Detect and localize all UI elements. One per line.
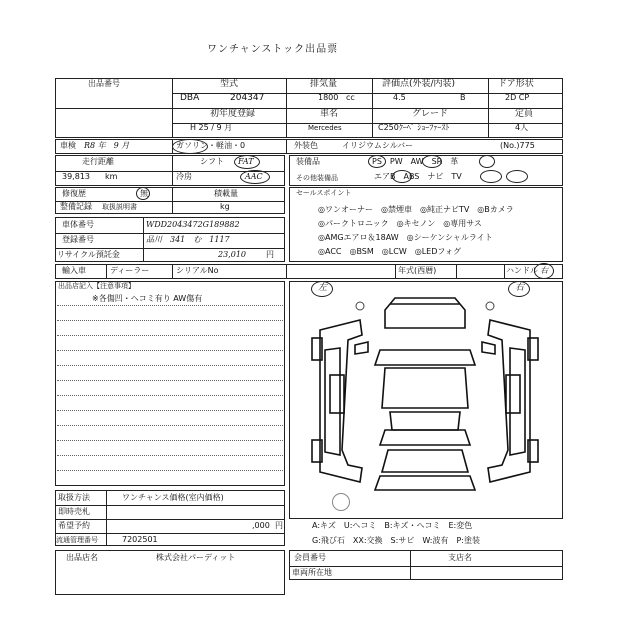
damage-legend-line-1: A:キズ U:ヘコミ B:キズ・ヘコミ E:変色 — [312, 521, 473, 530]
ac-value: AAC — [245, 172, 263, 181]
shift-label: シフト — [200, 157, 224, 166]
grade-value: C250ｸｰﾍﾟ ｼｮｰﾌｧｰｽﾄ — [378, 123, 450, 132]
page-title: ワンチャンストック出品票 — [207, 44, 339, 55]
repair-history-value: 無 — [140, 189, 148, 198]
model-code: 204347 — [230, 93, 265, 103]
exterior-color-label: 外装色 — [294, 141, 318, 150]
car-name-label: 車名 — [320, 109, 339, 119]
other-equipment-label: その他装備品 — [296, 174, 338, 182]
fuel-type: ガソリン・軽油・0 — [176, 141, 246, 150]
displacement-label: 排気量 — [310, 79, 338, 89]
inspection-label: 車検 — [60, 141, 76, 150]
desired-price-value: ,000 — [252, 521, 270, 530]
repair-history-label: 修復歴 — [62, 189, 86, 198]
capacity-value: 4人 — [515, 123, 529, 132]
displacement-unit: cc — [346, 93, 355, 102]
color-number: (No.)775 — [500, 141, 535, 150]
score-sub: B — [460, 93, 466, 102]
exhibitor-label: 出品店名 — [66, 553, 98, 562]
steering-value: 右 — [540, 266, 548, 275]
member-number-label: 会員番号 — [294, 553, 326, 562]
ac-selected-circle — [240, 170, 270, 184]
sales-point-line: ◎ACC ◎BSM ◎LCW ◎LEDフォグ — [318, 247, 461, 256]
car-name-value: Mercedes — [308, 124, 342, 132]
handling-method-value: ワンチャンス価格(室内価格) — [122, 493, 224, 502]
import-label: 輸入車 — [62, 266, 86, 275]
equip-leather-circle — [479, 155, 495, 168]
recycle-deposit-label: リサイクル預託金 — [57, 250, 120, 259]
diagram-left-label: 左 — [318, 283, 328, 293]
lot-number-label: 出品番号 — [88, 79, 120, 88]
mileage-unit: km — [105, 172, 118, 181]
handling-method-label: 取扱方法 — [58, 493, 90, 502]
sales-point-line: ◎ワンオーナー ◎禁煙車 ◎純正ナビTV ◎Bカメラ — [318, 205, 514, 214]
exhibitor-name: 株式会社パーディット — [156, 553, 236, 562]
shift-selected-circle — [234, 155, 260, 169]
body-type-label: ドア形状 — [498, 79, 534, 89]
recycle-deposit-value: 23,010 — [218, 250, 246, 259]
body-type-value: 2D CP — [505, 93, 530, 102]
score-value: 4.5 — [393, 93, 406, 102]
registration-number-label: 登録番号 — [62, 235, 94, 244]
stock-number-value: 7202501 — [122, 535, 158, 544]
equipment-label: 装備品 — [296, 157, 320, 166]
import-serial: シリアルNo — [176, 266, 219, 275]
displacement-value: 1800 — [318, 93, 339, 102]
vehicle-location-label: 車両所在地 — [292, 568, 332, 577]
ac-label: 冷房 — [176, 172, 192, 181]
exterior-color-value: イリジウムシルバー — [342, 141, 414, 150]
model-label: 型式 — [220, 79, 239, 89]
equip-navi-circle — [480, 170, 502, 183]
first-registration-value: H 25 / 9 月 — [190, 123, 233, 132]
vin-value: WDD2043472G189882 — [146, 220, 240, 229]
maintenance-label: 整備記録 — [60, 202, 92, 211]
vin-label: 車体番号 — [62, 220, 94, 229]
import-dealer: ディーラー — [110, 266, 150, 275]
model-prefix: DBA — [180, 93, 200, 103]
equip-airbag-circle — [392, 170, 412, 183]
load-capacity-unit: kg — [220, 202, 230, 211]
fuel-selected-circle — [172, 139, 208, 154]
equip-tv-circle — [506, 170, 528, 183]
model-year-label: 年式(西暦) — [398, 266, 437, 275]
repair-selected-circle — [136, 187, 150, 200]
mileage-value: 39,813 — [62, 172, 90, 181]
notes-line-1: ※各傷凹・ヘコミ有り AW傷有 — [92, 294, 203, 303]
steering-selected-circle — [534, 263, 554, 279]
registration-number-value: 品川 341 む 1117 — [146, 235, 230, 244]
instant-sale-label: 即時売札 — [58, 507, 90, 516]
sales-point-line: ◎パークトロニック ◎キセノン ◎専用サス — [318, 219, 482, 228]
stamp-circle — [332, 493, 350, 511]
equipment-row-2: エアB ABS ナビ TV — [374, 172, 462, 181]
load-capacity-label: 積載量 — [214, 189, 238, 198]
damage-legend-line-2: G:飛び石 XX:交換 S:サビ W:波有 P:塗装 — [312, 536, 480, 545]
desired-price-unit: 円 — [275, 521, 283, 530]
sales-points-label: セールスポイント — [296, 189, 352, 197]
grade-label: グレード — [412, 109, 449, 119]
notes-label: 出品店記入【注意事項】 — [58, 282, 135, 290]
steering-label: ハンドル — [506, 266, 538, 275]
desired-price-label: 希望予約 — [58, 521, 90, 530]
car-outline-diagram — [300, 290, 550, 515]
sales-point-line: ◎AMGエアロ＆18AW ◎シーケンシャルライト — [318, 233, 493, 242]
equip-aw-circle — [422, 155, 442, 168]
equipment-row-1: PS PW AW SR 革 — [372, 157, 459, 166]
score-label: 評価点(外装/内装) — [382, 79, 456, 89]
mileage-label: 走行距離 — [82, 157, 114, 166]
branch-name-label: 支店名 — [448, 553, 472, 562]
stock-number-label: 流通管理番号 — [56, 536, 98, 544]
maintenance-value: 取扱説明書 — [102, 203, 137, 211]
inspection-value: R8 年 9 月 — [84, 141, 130, 150]
shift-value: FAT — [238, 157, 254, 166]
recycle-deposit-unit: 円 — [266, 250, 274, 259]
first-registration-label: 初年度登録 — [210, 109, 256, 119]
diagram-right-label: 右 — [515, 283, 525, 293]
equip-ps-circle — [368, 155, 386, 168]
capacity-label: 定員 — [515, 109, 534, 119]
